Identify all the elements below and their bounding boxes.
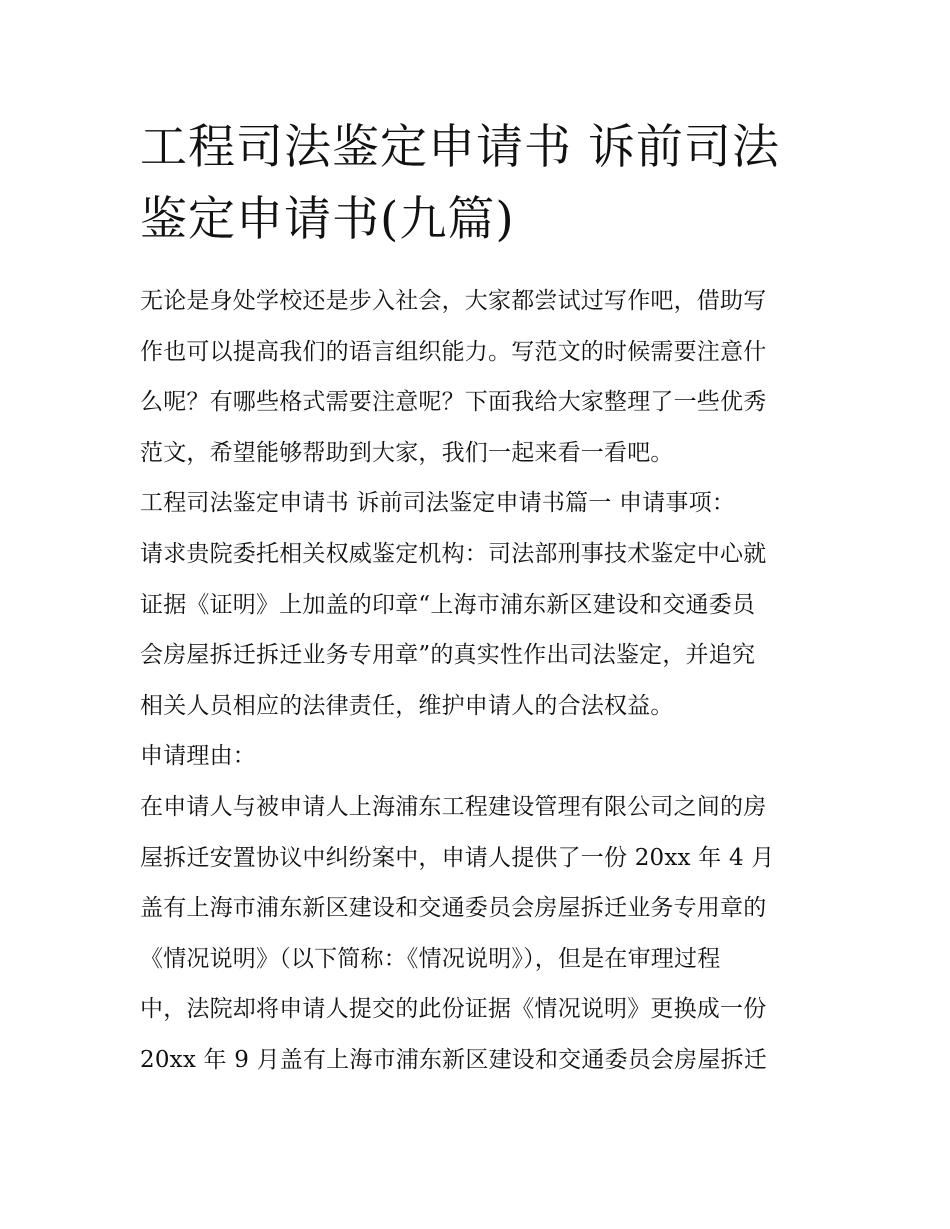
body-line-1: 无论是身处学校还是步入社会，大家都尝试过写作吧，借助写 [140,288,767,314]
title-line-2: 鉴定申请书(九篇) [140,192,515,247]
body-line-6: 请求贵院委托相关权威鉴定机构：司法部刑事技术鉴定中心就 [140,540,767,567]
document-body [140,276,820,1086]
document-title [140,112,820,256]
body-line-3: 么呢？有哪些格式需要注意呢？下面我给大家整理了一些优秀 [140,389,767,416]
reason-heading: 申请理由： [140,743,256,770]
body-line-9: 相关人员相应的法律责任，维护申请人的合法权益。 [140,692,674,719]
body-line-7: 证据《证明》上加盖的印章“上海市浦东新区建设和交通委员 [140,591,756,618]
body-line-14: 《情况说明》（以下简称：《情况说明》），但是在审理过程 [140,945,721,972]
body-line-16: 20xx 年 9 月盖有上海市浦东新区建设和交通委员会房屋拆迁 [140,1046,767,1073]
body-line-2: 作也可以提高我们的语言组织能力。写范文的时候需要注意什 [140,338,767,365]
body-line-12: 屋拆迁安置协议中纠纷案中，申请人提供了一份 20xx 年 4 月 [140,844,775,871]
body-line-13: 盖有上海市浦东新区建设和交通委员会房屋拆迁业务专用章的 [140,895,767,922]
section-heading-line: 工程司法鉴定申请书 诉前司法鉴定申请书篇一 申请事项： [140,490,736,517]
body-line-8: 会房屋拆迁拆迁业务专用章”的真实性作出司法鉴定，并追究 [140,642,756,669]
body-line-11: 在申请人与被申请人上海浦东工程建设管理有限公司之间的房 [140,793,767,820]
title-line-1: 工程司法鉴定申请书 诉前司法 [140,120,780,175]
body-line-15: 中，法院却将申请人提交的此份证据《情况说明》更换成一份 [140,996,767,1023]
body-line-4: 范文，希望能够帮助到大家，我们一起来看一看吧。 [140,439,674,466]
